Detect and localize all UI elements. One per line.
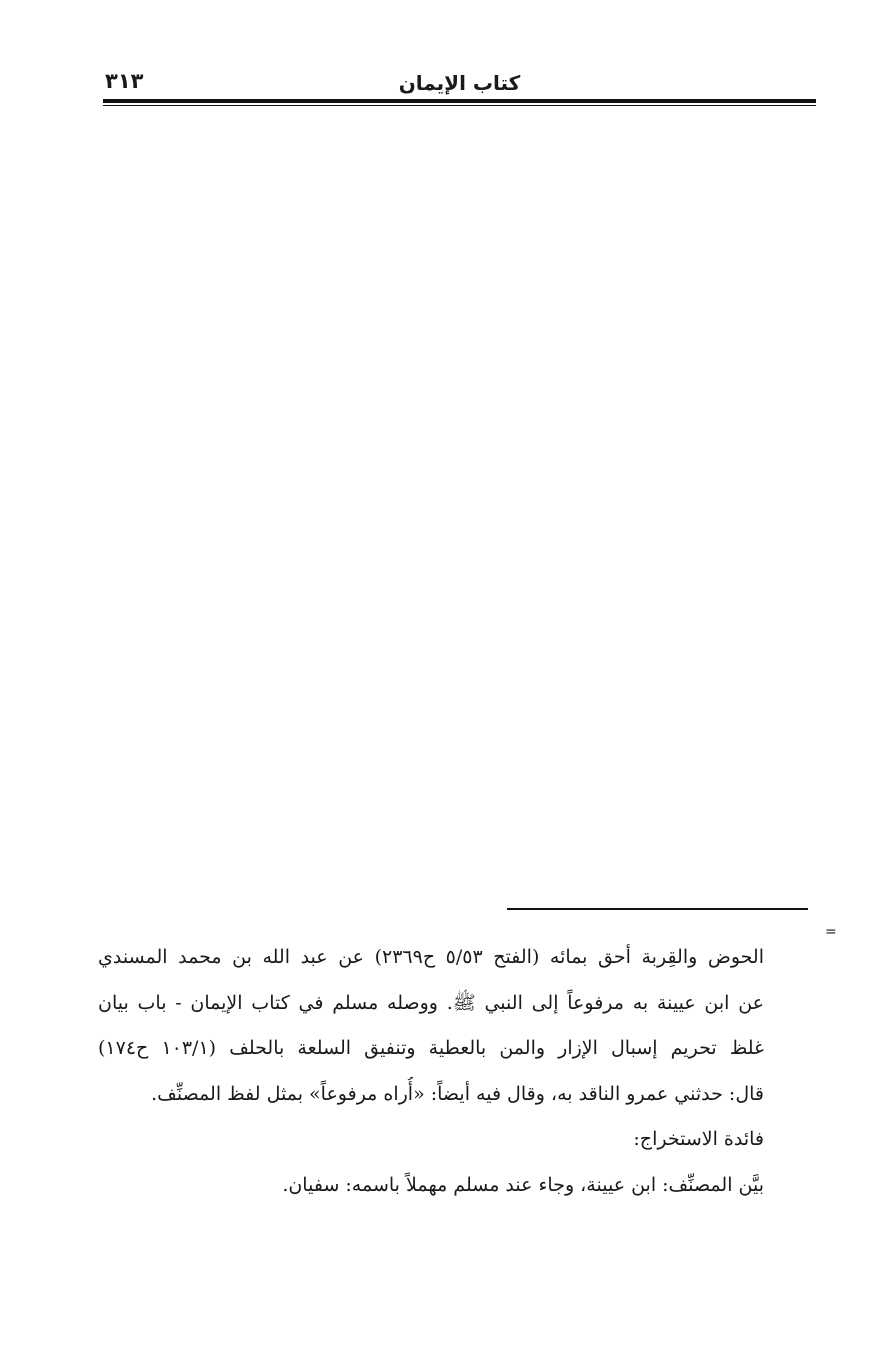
page-number: ٣١٣: [105, 69, 144, 93]
header-rule-thick: [103, 99, 816, 103]
footnote-line: قال: حدثني عمرو الناقد به، وقال فيه أيضاً: «أُراه مرفوعاً» بمثل لفظ المصنِّف.: [151, 1082, 764, 1105]
footnote-line: غلظ تحريم إسبال الإزار والمن بالعطية وتنفيق السلعة بالحلف (١٠٣/١ ح١٧٤): [98, 1037, 764, 1059]
footnote-body: [98, 940, 764, 1213]
footnote-line: بيَّن المصنِّف: ابن عيينة، وجاء عند مسلم مهملاً باسمه: سفيان.: [282, 1173, 764, 1196]
footnote-separator: [507, 908, 808, 910]
page-header: [103, 66, 816, 108]
footnote-line: الحوض والقِربة أحق بمائه (الفتح ٥/٥٣ ح٢٣٦٩) عن عبد الله بن محمد المسندي: [98, 946, 764, 968]
footnote-subheading: فائدة الاستخراج:: [633, 1128, 764, 1150]
footnote-continuation-mark: =: [825, 924, 837, 940]
header-rule-thin: [103, 105, 816, 106]
running-head-title: كتاب الإيمان: [398, 71, 521, 95]
footnote-line: عن ابن عيينة به مرفوعاً إلى النبي ﷺ. ووصله مسلم في كتاب الإيمان - باب بيان: [98, 991, 764, 1014]
